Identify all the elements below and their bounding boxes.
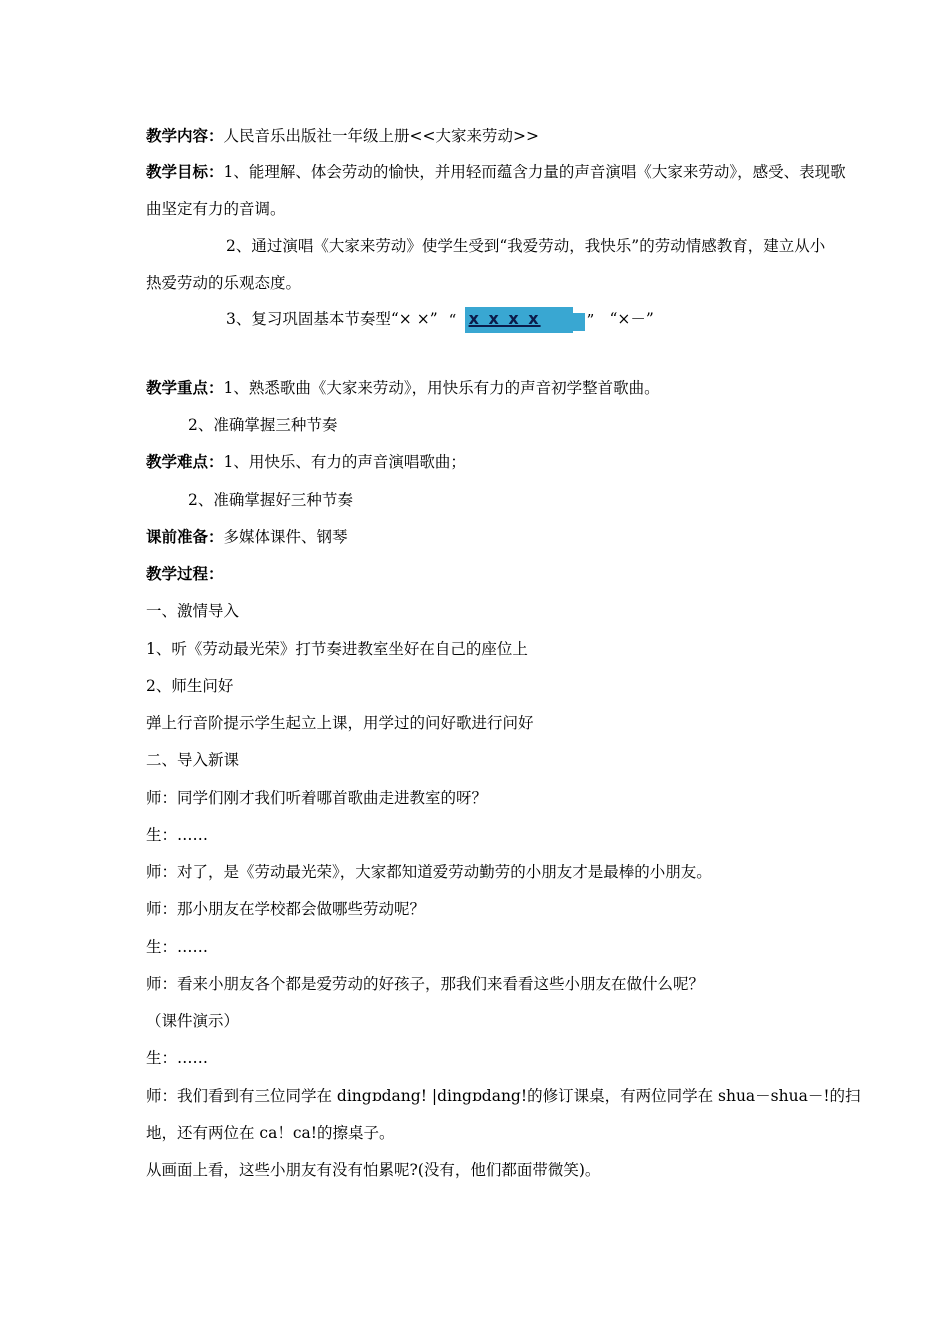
section-1-heading: 一、激情导入 (146, 602, 240, 620)
rhythm-quote-open: “ (448, 311, 457, 329)
content-label: 教学内容： (146, 126, 224, 145)
difficulty-label: 教学难点： (146, 452, 224, 471)
difficulty-2: 2、准确掌握好三种节奏 (188, 491, 353, 509)
prep-text: 多媒体课件、钢琴 (223, 528, 348, 546)
process-heading: 教学过程： (146, 564, 224, 583)
dialogue-line: （课件演示） (146, 1012, 240, 1030)
key-point-1 (146, 378, 866, 398)
preparation (146, 527, 866, 547)
dialogue-line: 师：对了，是《劳动最光荣》，大家都知道爱劳动勤劳的小朋友才是最棒的小朋友。 (146, 863, 712, 881)
dialogue-line: 生：…… (146, 1049, 209, 1067)
prep-label: 课前准备： (146, 527, 224, 546)
dialogue-line: 生：…… (146, 938, 209, 956)
rhythm-notes: x x x x (468, 309, 541, 328)
teaching-goal-1 (146, 162, 866, 182)
dialogue-line-continued: 地，还有两位在 ca！ca!的擦桌子。 (146, 1124, 395, 1142)
difficulty-1-text: 1、用快乐、有力的声音演唱歌曲； (223, 453, 466, 471)
dialogue-line: 师：看来小朋友各个都是爱劳动的好孩子，那我们来看看这些小朋友在做什么呢？ (146, 975, 705, 993)
key-label: 教学重点： (146, 378, 224, 397)
section-2-heading: 二、导入新课 (146, 751, 240, 769)
key-point-2: 2、准确掌握三种节奏 (188, 416, 338, 434)
dialogue-line: 师：我们看到有三位同学在 dingɒdang! |dingɒdang!的修订课桌，有两位同学在 shua－shua－!的扫 (146, 1087, 861, 1105)
rhythm-highlight-end (573, 313, 585, 331)
section-1-item-3: 弹上行音阶提示学生起立上课，用学过的问好歌进行问好 (146, 714, 534, 732)
goal-1-continued: 曲坚定有力的音调。 (146, 200, 286, 218)
goal-2-continued: 热爱劳动的乐观态度。 (146, 274, 302, 292)
content-text: 人民音乐出版社一年级上册<<大家来劳动>> (223, 127, 539, 145)
dialogue-line: 师：那小朋友在学校都会做哪些劳动呢？ (146, 900, 426, 918)
teaching-content (146, 126, 866, 146)
dialogue-line: 生：…… (146, 826, 209, 844)
rhythm-pattern (449, 307, 599, 333)
difficulty-1 (146, 452, 866, 472)
dialogue-line: 从画面上看，这些小朋友有没有怕累呢?(没有，他们都面带微笑)。 (146, 1161, 601, 1179)
section-1-item-2: 2、师生问好 (146, 677, 234, 695)
goal-1-text: 1、能理解、体会劳动的愉快，并用轻而蕴含力量的声音演唱《大家来劳动》，感受、表现歌 (223, 163, 846, 181)
teaching-goal-2: 2、通过演唱《大家来劳动》使学生受到“我爱劳动，我快乐”的劳动情感教育，建立从小 (226, 237, 826, 255)
goal-3-suffix: “×－” (609, 310, 654, 328)
goal-label: 教学目标： (146, 162, 224, 181)
teaching-goal-3 (226, 307, 866, 333)
goal-3-prefix: 3、复习巩固基本节奏型“× ×” (226, 310, 438, 328)
section-1-item-1: 1、听《劳动最光荣》打节奏进教室坐好在自己的座位上 (146, 640, 528, 658)
rhythm-quote-close: ” (586, 311, 595, 329)
dialogue-line: 师：同学们刚才我们听着哪首歌曲走进教室的呀？ (146, 789, 488, 807)
key-1-text: 1、熟悉歌曲《大家来劳动》，用快乐有力的声音初学整首歌曲。 (223, 379, 660, 397)
